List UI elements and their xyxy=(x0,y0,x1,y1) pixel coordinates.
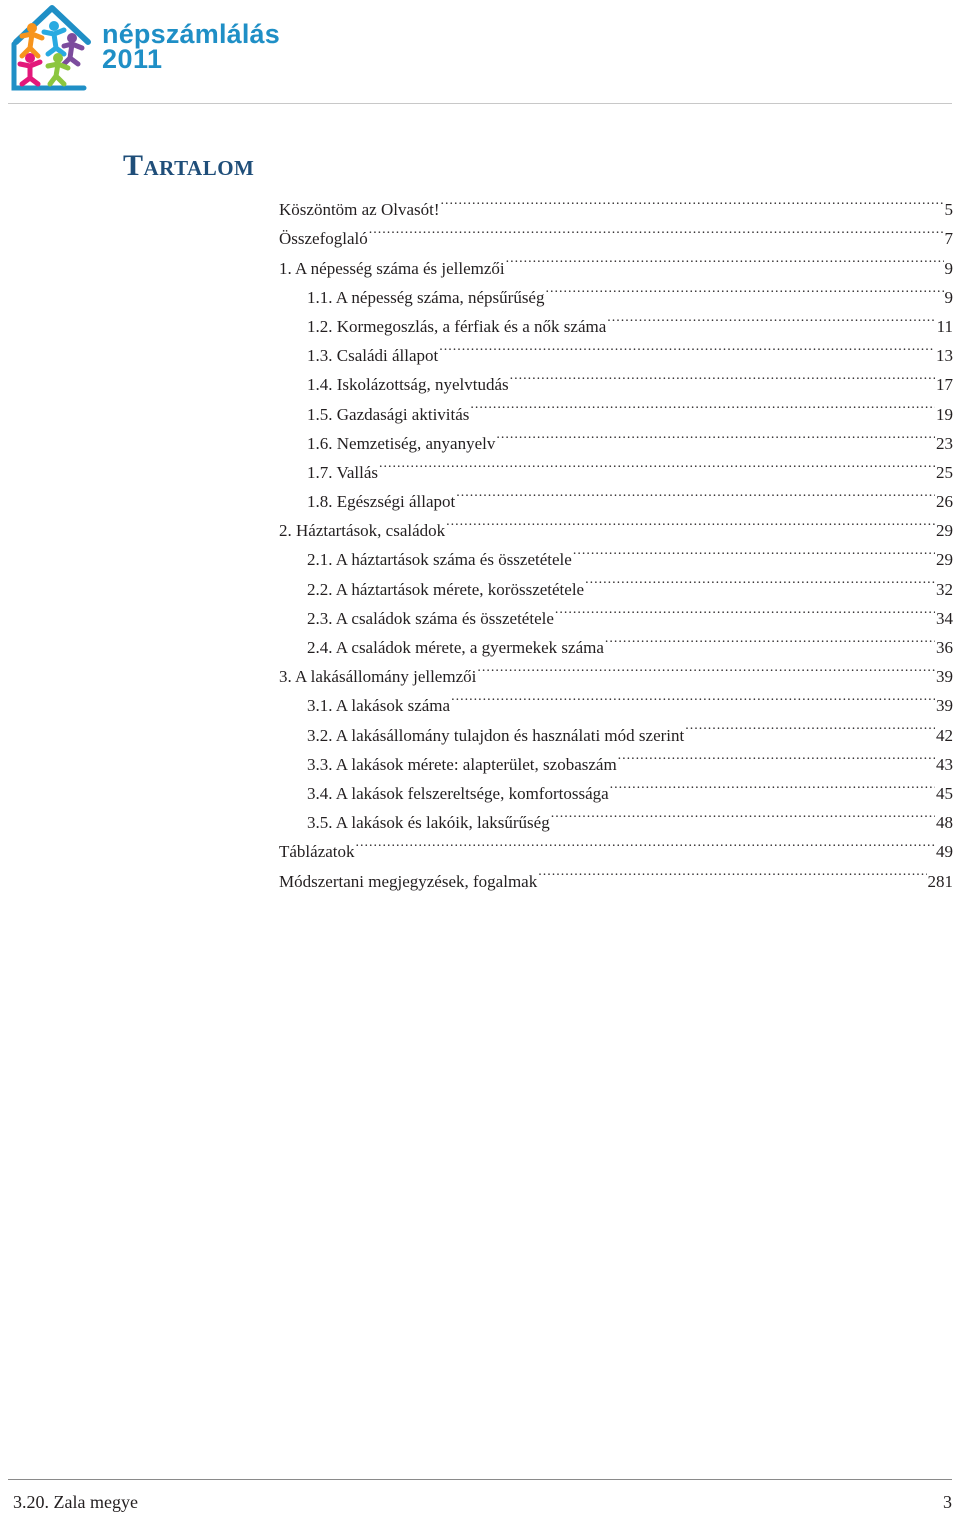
toc-dot-leader xyxy=(685,711,935,740)
toc-dot-leader xyxy=(506,244,944,273)
toc-entry-title: Összefoglaló xyxy=(279,229,368,249)
toc-entry-page: 5 xyxy=(944,200,953,220)
page-title: Tartalom xyxy=(123,149,255,182)
toc-entry-page: 13 xyxy=(936,346,953,366)
toc-entry-page: 45 xyxy=(936,783,953,803)
toc-entry-title: 2.1. A háztartások száma és összetétele xyxy=(307,550,572,570)
toc-dot-leader xyxy=(496,420,935,449)
toc-entry-page: 23 xyxy=(936,433,953,453)
toc-dot-leader xyxy=(573,536,935,565)
toc-entry-title: 3.4. A lakások felszereltsége, komfortossága xyxy=(307,783,609,803)
toc-entry-page: 48 xyxy=(936,813,953,833)
toc-dot-leader xyxy=(441,186,944,215)
toc-dot-leader xyxy=(369,215,944,244)
toc-entry-title: 1.7. Vallás xyxy=(307,462,378,482)
toc-entry[interactable] xyxy=(279,449,953,482)
toc-entry-page: 281 xyxy=(927,871,953,891)
toc-dot-leader xyxy=(451,682,935,711)
toc-dot-leader xyxy=(456,478,935,507)
page-header xyxy=(0,0,960,106)
toc-entry-page: 26 xyxy=(936,492,953,512)
toc-entry-page: 9 xyxy=(944,287,953,307)
toc-entry-title: 2. Háztartások, családok xyxy=(279,521,446,541)
toc-entry-title: 3.5. A lakások és lakóik, laksűrűség xyxy=(307,813,550,833)
toc-entry[interactable] xyxy=(279,857,953,891)
toc-entry-page: 43 xyxy=(936,754,953,774)
toc-entry-title: 3.3. A lakások mérete: alapterület, szobaszám xyxy=(307,754,617,774)
footer-divider xyxy=(8,1479,952,1480)
nepszamlalas-logo xyxy=(8,4,288,92)
toc-dot-leader xyxy=(538,857,926,886)
toc-entry-page: 29 xyxy=(936,521,953,541)
toc-entry-title: 1.4. Iskolázottság, nyelvtudás xyxy=(307,375,509,395)
toc-entry-page: 9 xyxy=(944,258,953,278)
toc-dot-leader xyxy=(356,828,935,857)
footer-section-label: 3.20. Zala megye xyxy=(13,1492,138,1512)
toc-entry-title: 3.1. A lakások száma xyxy=(307,696,451,716)
toc-entry-title: 2.2. A háztartások mérete, korösszetétele xyxy=(307,579,585,599)
toc-dot-leader xyxy=(555,595,935,624)
header-divider xyxy=(8,103,952,104)
house-people-logo-icon xyxy=(8,4,96,92)
toc-entry-page: 49 xyxy=(936,842,953,862)
toc-entry-page: 36 xyxy=(936,638,953,657)
toc-entry-page: 29 xyxy=(936,550,953,570)
toc-entry-title: Módszertani megjegyzések, fogalmak xyxy=(279,871,538,891)
toc-dot-leader xyxy=(607,303,935,332)
toc-entry-title: 1.3. Családi állapot xyxy=(307,346,439,366)
toc-entry-title: 2.3. A családok száma és összetétele xyxy=(307,608,554,628)
toc-entry-title: 1.5. Gazdasági aktivitás xyxy=(307,404,470,424)
toc-dot-leader xyxy=(470,390,935,419)
toc-dot-leader xyxy=(585,565,935,594)
toc-dot-leader xyxy=(477,653,935,682)
toc-entry[interactable] xyxy=(279,186,953,220)
toc-entry-page: 17 xyxy=(936,375,953,395)
toc-dot-leader xyxy=(605,624,935,653)
table-of-contents xyxy=(279,186,953,891)
toc-entry-page: 25 xyxy=(936,462,953,482)
toc-entry-title: 2.4. A családok mérete, a gyermekek száma xyxy=(307,638,604,657)
toc-entry[interactable] xyxy=(279,478,953,512)
toc-entry-page: 42 xyxy=(936,725,953,745)
logo-line2: 2011 xyxy=(102,44,163,74)
toc-dot-leader xyxy=(618,741,935,770)
toc-dot-leader xyxy=(439,332,935,361)
toc-dot-leader xyxy=(610,770,935,799)
toc-entry-title: 1.1. A népesség száma, népsűrűség xyxy=(307,287,545,307)
toc-entry[interactable] xyxy=(279,828,953,862)
toc-entry-title: Köszöntöm az Olvasót! xyxy=(279,200,440,220)
toc-entry-page: 11 xyxy=(936,316,953,336)
toc-entry-title: 1. A népesség száma és jellemzői xyxy=(279,258,505,278)
toc-entry-page: 19 xyxy=(936,404,953,424)
toc-entry-page: 39 xyxy=(936,667,953,687)
toc-entry[interactable] xyxy=(279,215,953,249)
logo-wordmark xyxy=(102,19,280,74)
toc-entry-title: 3.2. A lakásállomány tulajdon és használati mód szerint xyxy=(307,725,685,745)
toc-entry-title: 1.2. Kormegoszlás, a férfiak és a nők száma xyxy=(307,316,607,336)
toc-dot-leader xyxy=(510,361,935,390)
toc-entry-title: 3. A lakásállomány jellemzői xyxy=(279,667,477,687)
toc-entry-page: 34 xyxy=(936,608,953,628)
toc-entry-page: 39 xyxy=(936,696,953,716)
logo-line1: népszámlálás xyxy=(102,19,280,49)
toc-dot-leader xyxy=(446,507,935,536)
toc-entry-title: Táblázatok xyxy=(279,842,355,862)
toc-entry-title: 1.8. Egészségi állapot xyxy=(307,492,456,512)
toc-entry[interactable] xyxy=(279,244,953,278)
page-number: 3 xyxy=(943,1492,952,1512)
toc-dot-leader xyxy=(545,274,943,303)
toc-dot-leader xyxy=(379,449,935,478)
toc-entry-page: 7 xyxy=(944,229,953,249)
toc-dot-leader xyxy=(551,799,935,828)
toc-entry-page: 32 xyxy=(936,579,953,599)
toc-entry-title: 1.6. Nemzetiség, anyanyelv xyxy=(307,433,496,453)
